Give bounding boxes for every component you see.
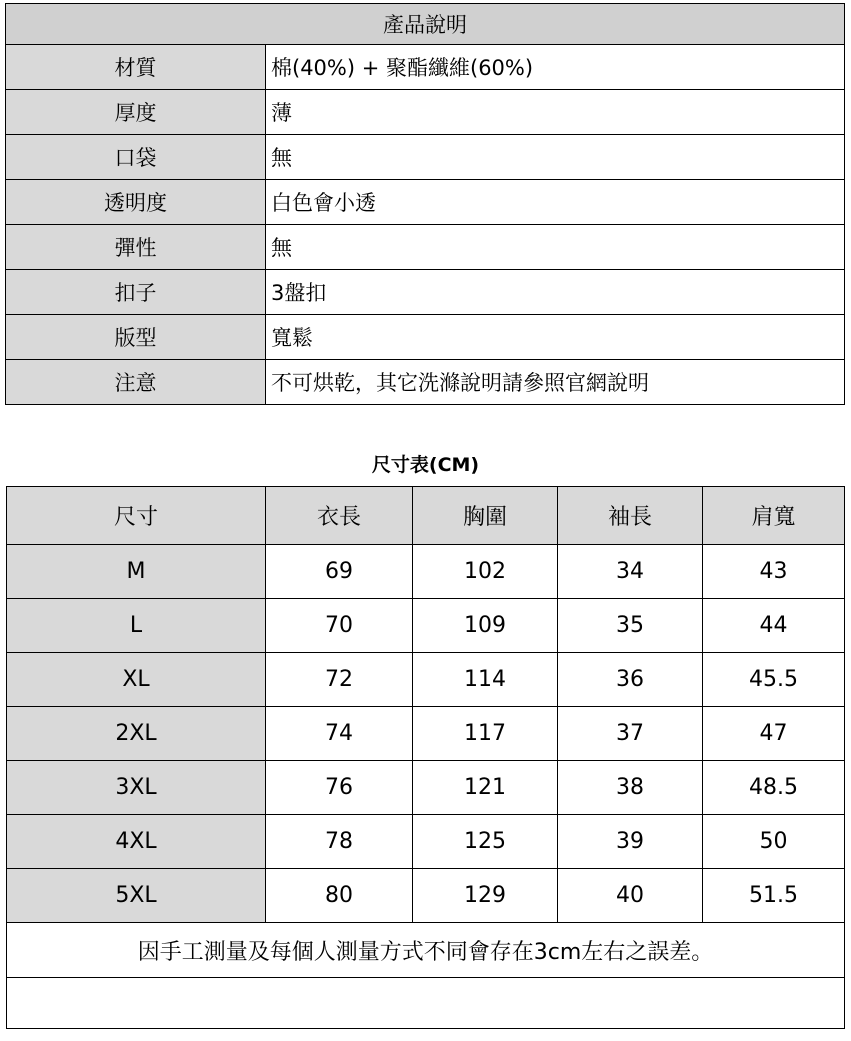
row-value: 無 (266, 225, 845, 270)
table-row (7, 761, 845, 815)
row-value: 棉(40%) + 聚酯纖維(60%) (266, 45, 845, 90)
product-row-pocket (6, 135, 845, 180)
row-label: 口袋 (6, 135, 266, 180)
length-cell: 70 (266, 599, 413, 653)
shoulder-cell: 43 (703, 545, 845, 599)
row-label: 透明度 (6, 180, 266, 225)
length-cell: 78 (266, 815, 413, 869)
table-row (7, 653, 845, 707)
chest-cell: 125 (413, 815, 558, 869)
sleeve-cell: 39 (558, 815, 703, 869)
row-value: 3盤扣 (266, 270, 845, 315)
row-value: 白色會小透 (266, 180, 845, 225)
row-label: 材質 (6, 45, 266, 90)
product-row-notice (6, 360, 845, 405)
column-header-sleeve: 袖長 (558, 487, 703, 545)
row-value: 寬鬆 (266, 315, 845, 360)
row-label: 厚度 (6, 90, 266, 135)
size-cell: 3XL (7, 761, 266, 815)
blank-cell (7, 978, 845, 1029)
size-cell: M (7, 545, 266, 599)
size-cell: XL (7, 653, 266, 707)
sleeve-cell: 35 (558, 599, 703, 653)
column-header-shoulder: 肩寬 (703, 487, 845, 545)
shoulder-cell: 51.5 (703, 869, 845, 923)
product-row-buttons (6, 270, 845, 315)
table-row (7, 707, 845, 761)
sleeve-cell: 36 (558, 653, 703, 707)
table-row (7, 869, 845, 923)
chest-cell: 102 (413, 545, 558, 599)
size-chart-table (6, 486, 845, 1029)
product-description-table (5, 3, 845, 405)
row-label: 版型 (6, 315, 266, 360)
column-header-length: 衣長 (266, 487, 413, 545)
sleeve-cell: 37 (558, 707, 703, 761)
sleeve-cell: 38 (558, 761, 703, 815)
blank-row (7, 978, 845, 1029)
sleeve-cell: 40 (558, 869, 703, 923)
chest-cell: 117 (413, 707, 558, 761)
table-row (7, 599, 845, 653)
measurement-note-row (7, 923, 845, 978)
row-value: 無 (266, 135, 845, 180)
size-cell: L (7, 599, 266, 653)
size-cell: 5XL (7, 869, 266, 923)
size-cell: 4XL (7, 815, 266, 869)
chest-cell: 114 (413, 653, 558, 707)
row-label: 扣子 (6, 270, 266, 315)
length-cell: 72 (266, 653, 413, 707)
chest-cell: 129 (413, 869, 558, 923)
shoulder-cell: 48.5 (703, 761, 845, 815)
column-header-chest: 胸圍 (413, 487, 558, 545)
measurement-note: 因手工測量及每個人測量方式不同會存在3cm左右之誤差。 (7, 923, 845, 978)
product-row-elasticity (6, 225, 845, 270)
shoulder-cell: 44 (703, 599, 845, 653)
sleeve-cell: 34 (558, 545, 703, 599)
product-row-thickness (6, 90, 845, 135)
length-cell: 80 (266, 869, 413, 923)
row-value: 薄 (266, 90, 845, 135)
table-row (7, 815, 845, 869)
product-table-title: 產品說明 (6, 4, 845, 45)
shoulder-cell: 47 (703, 707, 845, 761)
size-chart-header-row (7, 487, 845, 545)
table-row (7, 545, 845, 599)
chest-cell: 109 (413, 599, 558, 653)
product-row-material (6, 45, 845, 90)
row-label: 注意 (6, 360, 266, 405)
chest-cell: 121 (413, 761, 558, 815)
column-header-size: 尺寸 (7, 487, 266, 545)
product-row-transparency (6, 180, 845, 225)
length-cell: 76 (266, 761, 413, 815)
size-chart-title: 尺寸表(CM) (371, 454, 480, 476)
product-row-fit (6, 315, 845, 360)
length-cell: 74 (266, 707, 413, 761)
size-cell: 2XL (7, 707, 266, 761)
shoulder-cell: 50 (703, 815, 845, 869)
length-cell: 69 (266, 545, 413, 599)
row-label: 彈性 (6, 225, 266, 270)
row-value: 不可烘乾，其它洗滌說明請參照官網說明 (266, 360, 845, 405)
shoulder-cell: 45.5 (703, 653, 845, 707)
